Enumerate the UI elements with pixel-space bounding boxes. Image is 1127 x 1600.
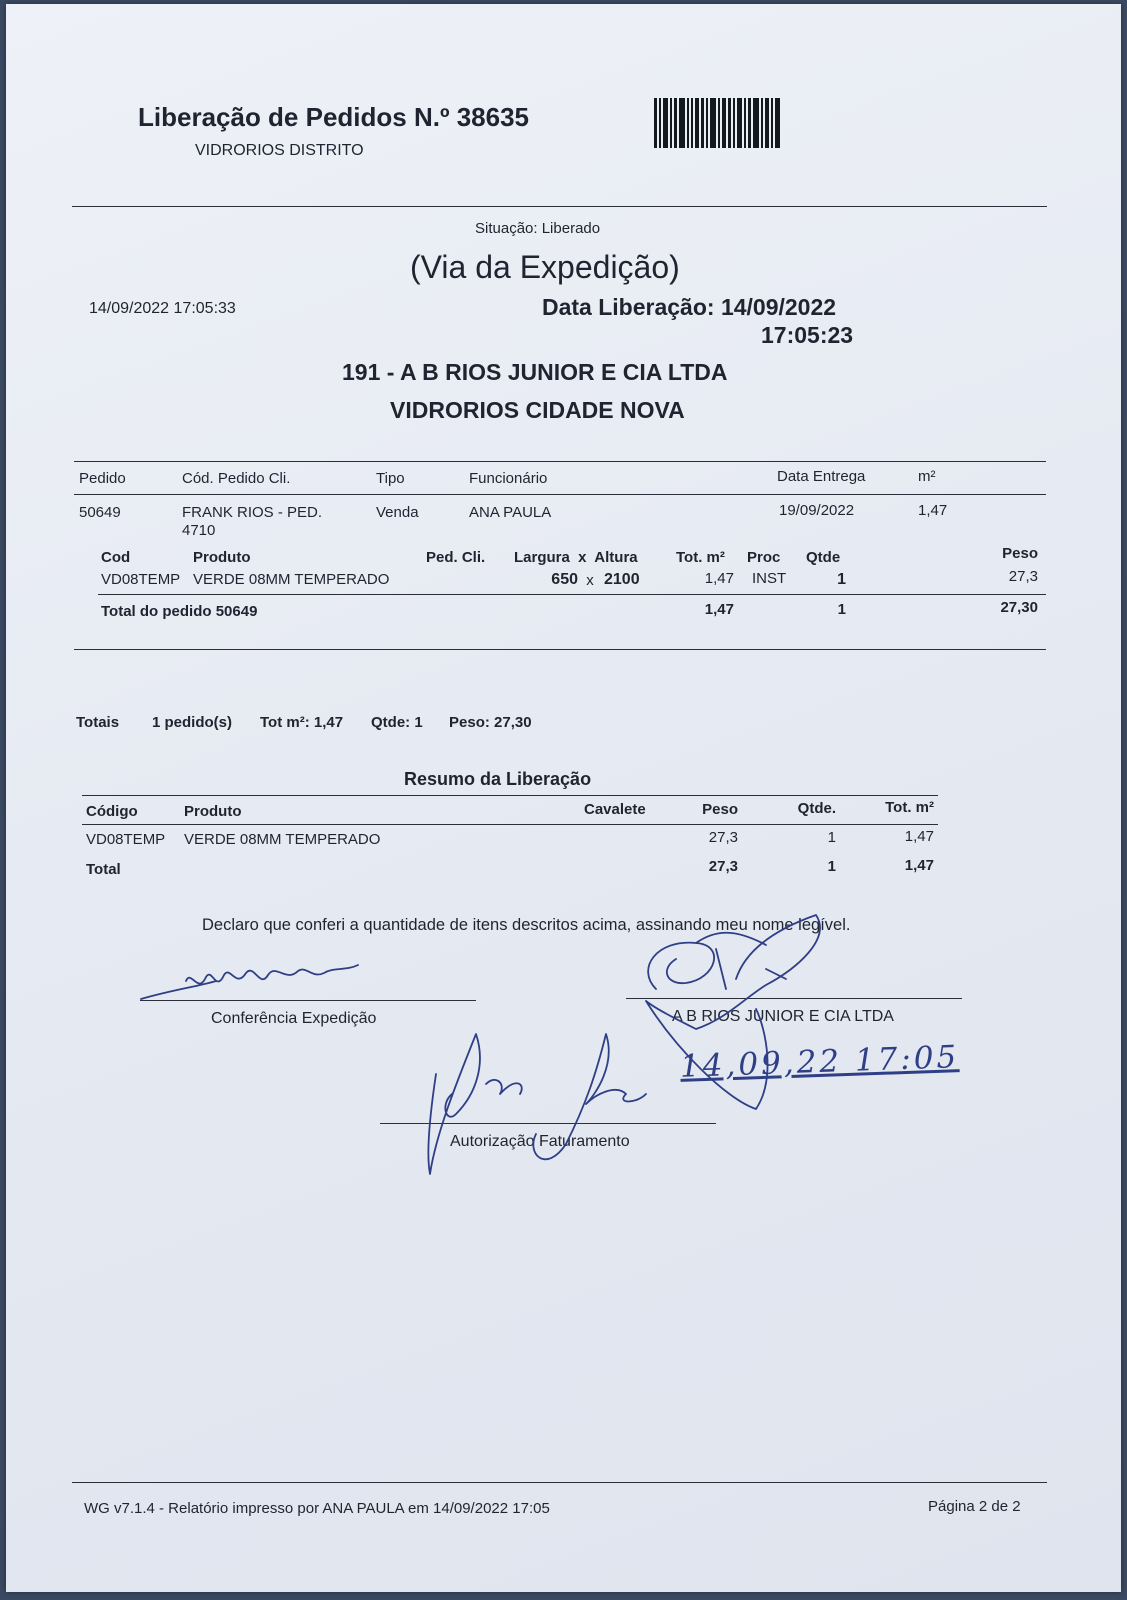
col-header-pedido: Pedido: [79, 470, 126, 487]
summary-top-rule: [82, 795, 938, 796]
client-order-code: FRANK RIOS - PED.: [182, 504, 323, 521]
summary-row-qty: 1: [827, 829, 836, 846]
item-header-tot-m2: Tot. m²: [676, 549, 725, 566]
status-text: Situação: Liberado: [475, 220, 601, 237]
item-header-peso: Peso: [1002, 545, 1038, 562]
summary-header-peso: Peso: [702, 801, 738, 818]
item-header-ped-cli: Ped. Cli.: [426, 549, 486, 566]
summary-total-m2: 1,47: [904, 857, 934, 874]
company-name: VIDRORIOS DISTRITO: [195, 142, 364, 159]
conferencia-signature: [136, 959, 376, 1009]
item-proc: INST: [752, 570, 787, 587]
summary-row-m2: 1,47: [904, 828, 934, 845]
release-date: Data Liberação: 14/09/2022: [542, 294, 837, 320]
autorizacao-signature: [416, 1024, 656, 1184]
totals-qty: Qtde: 1: [371, 714, 423, 731]
summary-row-code: VD08TEMP: [86, 831, 166, 848]
declaration-text: Declaro que conferi a quantidade de itens descritos acima, assinando meu nome legível.: [202, 916, 851, 934]
summary-header-qtde: Qtde.: [797, 800, 836, 817]
order-total-m2: 1,47: [704, 601, 734, 618]
item-header-largura-altura: Largura x Altura: [514, 549, 638, 566]
barcode: [654, 98, 824, 148]
item-width: 650: [551, 571, 578, 588]
employee: ANA PAULA: [469, 504, 552, 521]
summary-row-product: VERDE 08MM TEMPERADO: [184, 831, 381, 848]
handwritten-date: 14,09,22 17:05: [679, 1039, 960, 1085]
summary-header-produto: Produto: [184, 803, 242, 820]
order-total-label: Total do pedido 50649: [101, 603, 258, 620]
summary-total-weight: 27,3: [708, 858, 738, 875]
item-tot-m2: 1,47: [704, 570, 734, 587]
delivery-date: 19/09/2022: [779, 502, 855, 519]
header-divider: [72, 206, 1047, 207]
item-qty: 1: [837, 571, 846, 588]
summary-total-qty: 1: [827, 858, 836, 875]
item-code: VD08TEMP: [101, 571, 181, 588]
totals-label: Totais: [76, 714, 120, 731]
col-header-tipo: Tipo: [376, 470, 405, 487]
summary-header-cavalete: Cavalete: [584, 801, 646, 818]
client-signature-label: A B RIOS JUNIOR E CIA LTDA: [672, 1008, 894, 1025]
summary-header-rule: [82, 824, 938, 825]
summary-total-label: Total: [86, 861, 121, 878]
item-height: 2100: [604, 571, 640, 588]
document-sheet: [6, 4, 1121, 1592]
totals-orders: 1 pedido(s): [152, 714, 233, 731]
totals-weight: Peso: 27,30: [449, 714, 532, 731]
order-total-qty: 1: [837, 601, 846, 618]
col-header-funcionario: Funcionário: [469, 470, 548, 487]
client-order-code-line2: 4710: [182, 522, 216, 539]
customer-store: VIDRORIOS CIDADE NOVA: [390, 397, 685, 423]
order-number: 50649: [79, 504, 121, 521]
order-table-top-rule: [74, 461, 1046, 462]
document-title: Liberação de Pedidos N.º 38635: [138, 102, 529, 132]
footer-report-info: WG v7.1.4 - Relatório impresso por ANA PAULA em 14/09/2022 17:05: [84, 1500, 550, 1517]
item-dimension-x: x: [586, 572, 594, 589]
customer-name: 191 - A B RIOS JUNIOR E CIA LTDA: [342, 359, 728, 385]
item-header-qtde: Qtde: [806, 549, 841, 566]
release-time: 17:05:23: [761, 322, 854, 348]
order-total-rule: [98, 594, 1046, 595]
order-m2: 1,47: [918, 502, 948, 519]
order-total-weight: 27,30: [1000, 599, 1038, 616]
printed-at: 14/09/2022 17:05:33: [89, 300, 236, 317]
totals-m2: Tot m²: 1,47: [260, 714, 344, 731]
autorizacao-label: Autorização Faturamento: [450, 1133, 630, 1150]
summary-title: Resumo da Liberação: [404, 769, 592, 789]
col-header-cod-pedido-cli: Cód. Pedido Cli.: [182, 470, 291, 487]
order-table-header-rule: [74, 494, 1046, 495]
summary-row-weight: 27,3: [708, 829, 738, 846]
item-product: VERDE 08MM TEMPERADO: [193, 571, 390, 588]
item-header-cod: Cod: [101, 549, 131, 566]
summary-header-tot-m2: Tot. m²: [885, 799, 934, 816]
conferencia-label: Conferência Expedição: [211, 1010, 377, 1027]
order-table-bottom-rule: [74, 649, 1046, 650]
col-header-m2: m²: [918, 468, 936, 485]
footer-page-number: Página 2 de 2: [928, 1498, 1021, 1515]
footer-rule: [72, 1482, 1047, 1483]
col-header-data-entrega: Data Entrega: [777, 468, 866, 485]
order-type: Venda: [376, 504, 419, 521]
summary-header-codigo: Código: [86, 803, 138, 820]
item-weight: 27,3: [1008, 568, 1038, 585]
item-header-proc: Proc: [747, 549, 781, 566]
copy-label: (Via da Expedição): [410, 249, 680, 285]
item-header-produto: Produto: [193, 549, 251, 566]
